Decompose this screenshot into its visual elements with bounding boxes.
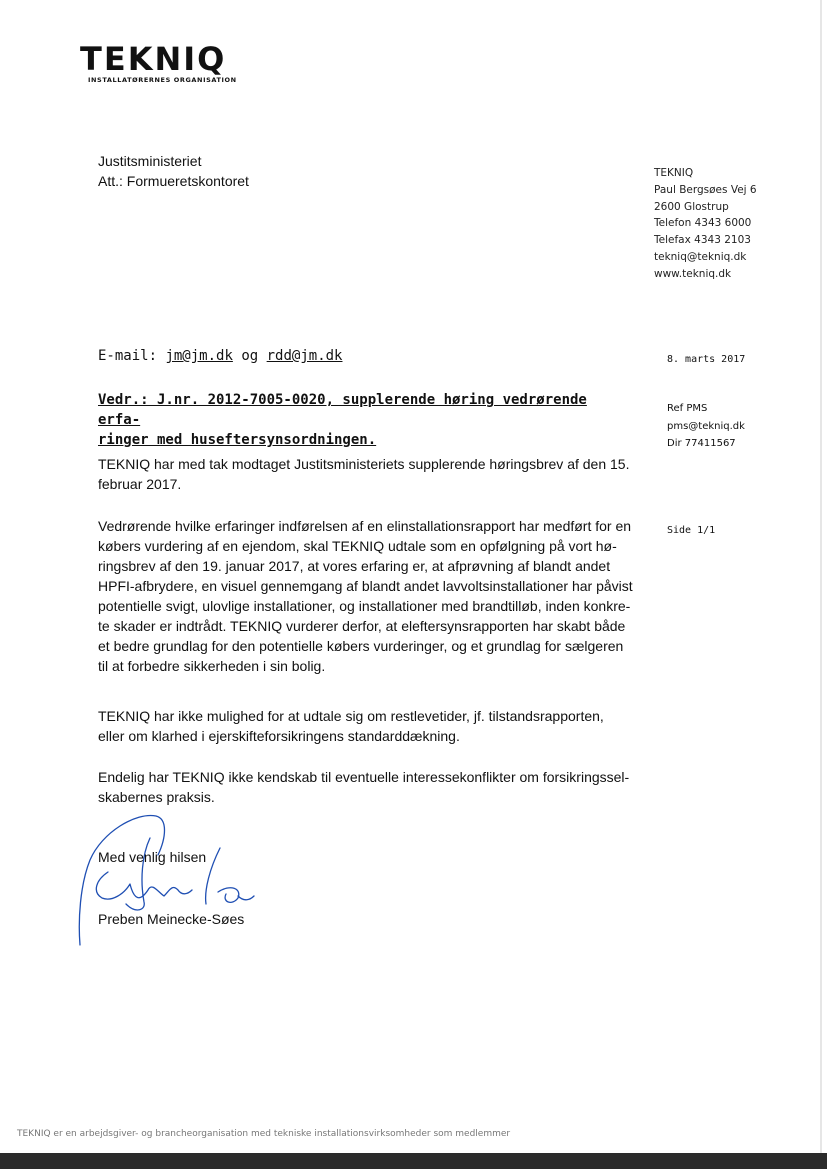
email-joiner: og (241, 348, 259, 364)
paragraph-line: Vedrørende hvilke erfaringer indførelsen af en elinstallationsrapport har medført for en (98, 518, 632, 534)
body-paragraph-4 (98, 767, 638, 807)
recipient-email-line (98, 348, 342, 364)
letter-date: 8. marts 2017 (667, 354, 746, 365)
sender-street: Paul Bergsøes Vej 6 (654, 183, 757, 196)
logo-word: TEKNIQ (80, 40, 227, 78)
subject-line: ringer med huseftersynsordningen. (98, 432, 377, 448)
reference-block (667, 400, 745, 453)
paragraph-line: HPFI-afbrydere, en visuel gennemgang af blandt andet lavvoltsinstallationer har påvist (98, 578, 633, 594)
sender-address-block (654, 165, 757, 283)
sender-city: 2600 Glostrup (654, 200, 729, 213)
handwritten-signature (78, 810, 268, 950)
paragraph-line: TEKNIQ har ikke mulighed for at udtale sig om restlevetider, jf. tilstandsrapporten, (98, 708, 604, 724)
paragraph-line: eller om klarhed i ejerskifteforsikringens standarddækning. (98, 728, 460, 744)
tekniq-logo (80, 40, 237, 84)
sender-email: tekniq@tekniq.dk (654, 250, 747, 263)
ref-initials: Ref PMS (667, 403, 708, 414)
paragraph-line: til at forbedre sikkerheden i sin bolig. (98, 658, 326, 674)
paragraph-line: Endelig har TEKNIQ ikke kendskab til eventuelle interessekonflikter om forsikringssel- (98, 769, 630, 785)
paragraph-line: købers vurdering af en ejendom, skal TEKNIQ udtale som en opfølgning på vort hø- (98, 538, 617, 554)
email-link-jm[interactable]: jm@jm.dk (165, 348, 233, 364)
page-number: Side 1/1 (667, 525, 716, 536)
footer-note: TEKNIQ er en arbejdsgiver- og brancheorganisation med tekniske installationsvirksomheder som medlemmer (17, 1129, 511, 1139)
recipient-block (98, 151, 249, 191)
recipient-name: Justitsministeriet (98, 153, 202, 169)
subject-line: Vedr.: J.nr. 2012-7005-0020, supplerende høring vedrørende erfa- (98, 392, 587, 428)
recipient-attention: Att.: Formueretskontoret (98, 173, 249, 189)
email-prefix: E-mail: (98, 348, 158, 364)
sender-name: TEKNIQ (654, 167, 694, 179)
body-paragraph-2 (98, 516, 638, 676)
sender-web: www.tekniq.dk (654, 267, 732, 280)
paragraph-line: te skader er indtrådt. TEKNIQ vurderer derfor, at eleftersynsrapporten har skabt både (98, 618, 626, 634)
email-link-rdd[interactable]: rdd@jm.dk (266, 348, 343, 364)
paragraph-line: skabernes praksis. (98, 789, 215, 805)
scan-bottom-strip (0, 1153, 827, 1169)
ref-email: pms@tekniq.dk (667, 420, 745, 432)
signer-name: Preben Meinecke-Søes (98, 911, 245, 927)
ref-direct-phone: Dir 77411567 (667, 438, 736, 449)
body-paragraph-1 (98, 454, 638, 494)
paragraph-line: ringsbrev af den 19. januar 2017, at vores erfaring er, at afprøvning af blandt andet (98, 558, 611, 574)
paragraph-line: TEKNIQ har med tak modtaget Justitsministeriets supplerende høringsbrev af den 15. (98, 456, 630, 472)
logo-tagline: INSTALLATØRERNES ORGANISATION (88, 76, 237, 84)
page-edge (820, 0, 822, 1169)
closing-salutation: Med venlig hilsen (98, 849, 207, 865)
body-paragraph-3 (98, 706, 638, 746)
sender-phone: Telefon 4343 6000 (654, 217, 752, 230)
paragraph-line: februar 2017. (98, 476, 182, 492)
paragraph-line: potentielle svigt, ulovlige installationer, og installationer med brandtilløb, inden konkre- (98, 598, 631, 614)
subject-heading (98, 390, 628, 450)
paragraph-line: et bedre grundlag for den potentielle købers vurderinger, og et grundlag for sælgeren (98, 638, 624, 654)
sender-fax: Telefax 4343 2103 (654, 234, 751, 247)
